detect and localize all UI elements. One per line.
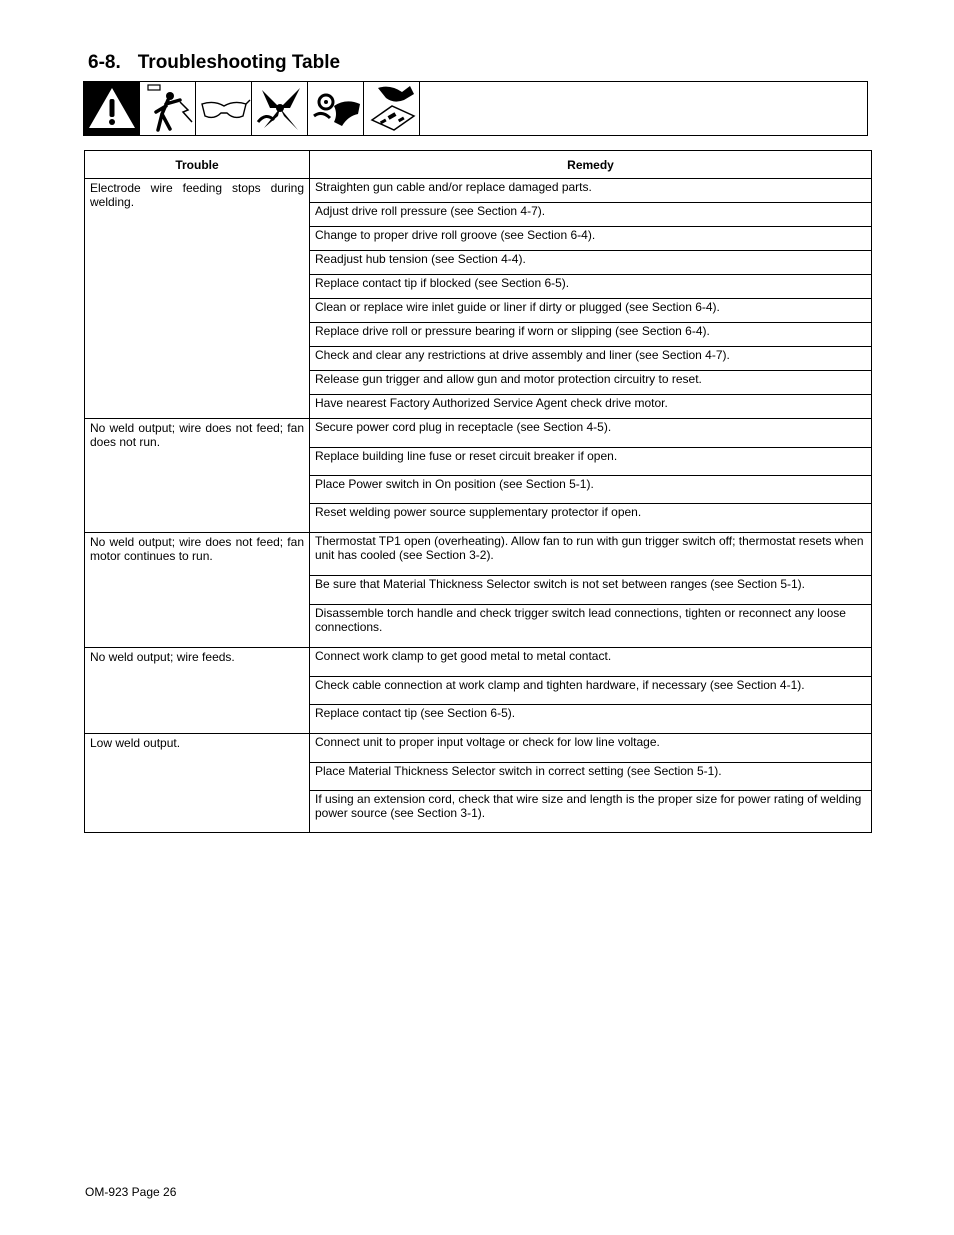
table-row: [85, 179, 872, 203]
remedy-cell: Readjust hub tension (see Section 4-4).: [310, 251, 872, 275]
page-footer: OM-923 Page 26: [85, 1185, 177, 1199]
remedy-cell: Change to proper drive roll groove (see Section 6-4).: [310, 227, 872, 251]
remedy-cell: Connect work clamp to get good metal to metal contact.: [310, 648, 872, 677]
section-title: [88, 52, 340, 74]
trouble-cell: No weld output; wire does not feed; fan motor continues to run.: [85, 533, 310, 648]
remedy-cell: Connect unit to proper input voltage or check for low line voltage.: [310, 734, 872, 763]
static-sensitive-board-icon: [364, 82, 420, 135]
remedy-cell: Straighten gun cable and/or replace damaged parts.: [310, 179, 872, 203]
remedy-cell: Reset welding power source supplementary protector if open.: [310, 504, 872, 533]
trouble-cell: Electrode wire feeding stops during welding.: [85, 179, 310, 419]
trouble-cell: No weld output; wire does not feed; fan does not run.: [85, 419, 310, 533]
electric-shock-icon: [140, 82, 196, 135]
remedy-cell: Replace building line fuse or reset circuit breaker if open.: [310, 448, 872, 476]
remedy-cell: Replace drive roll or pressure bearing if worn or slipping (see Section 6-4).: [310, 323, 872, 347]
table-row: [85, 648, 872, 677]
warning-icon: [84, 82, 140, 135]
remedy-cell: Be sure that Material Thickness Selector switch is not set between ranges (see Section 5-1).: [310, 576, 872, 605]
table-row: [85, 419, 872, 448]
safety-glasses-icon: [196, 82, 252, 135]
remedy-cell: Secure power cord plug in receptacle (see Section 4-5).: [310, 419, 872, 448]
troubleshooting-table: [84, 150, 872, 833]
safety-icon-strip: [83, 81, 868, 136]
remedy-cell: Replace contact tip (see Section 6-5).: [310, 705, 872, 734]
remedy-column-header: Remedy: [310, 151, 872, 179]
remedy-cell: Place Material Thickness Selector switch in correct setting (see Section 5-1).: [310, 763, 872, 791]
remedy-cell: Adjust drive roll pressure (see Section 4-7).: [310, 203, 872, 227]
trouble-cell: No weld output; wire feeds.: [85, 648, 310, 734]
table-body: [85, 179, 872, 833]
remedy-cell: Check cable connection at work clamp and tighten hardware, if necessary (see Section 4-1).: [310, 677, 872, 705]
remedy-cell: Thermostat TP1 open (overheating). Allow fan to run with gun trigger switch off; thermostat resets when unit has cooled (see Section 3-2).: [310, 533, 872, 576]
remedy-cell: Release gun trigger and allow gun and motor protection circuitry to reset.: [310, 371, 872, 395]
table-row: [85, 734, 872, 763]
fan-blade-hazard-icon: [252, 82, 308, 135]
section-number: 6-8.: [88, 52, 121, 73]
trouble-cell: Low weld output.: [85, 734, 310, 833]
remedy-cell: Check and clear any restrictions at drive assembly and liner (see Section 4-7).: [310, 347, 872, 371]
trouble-column-header: Trouble: [85, 151, 310, 179]
moving-parts-hazard-icon: [308, 82, 364, 135]
remedy-cell: Place Power switch in On position (see Section 5-1).: [310, 476, 872, 504]
table-row: [85, 533, 872, 576]
section-title-text: Troubleshooting Table: [137, 52, 341, 73]
remedy-cell: Disassemble torch handle and check trigger switch lead connections, tighten or reconnect any loose connections.: [310, 605, 872, 648]
remedy-cell: Replace contact tip if blocked (see Section 6-5).: [310, 275, 872, 299]
table-header-row: [85, 151, 872, 179]
remedy-cell: Clean or replace wire inlet guide or liner if dirty or plugged (see Section 6-4).: [310, 299, 872, 323]
remedy-cell: If using an extension cord, check that wire size and length is the proper size for power rating of welding power source (see Section 3-1).: [310, 791, 872, 833]
remedy-cell: Have nearest Factory Authorized Service Agent check drive motor.: [310, 395, 872, 419]
